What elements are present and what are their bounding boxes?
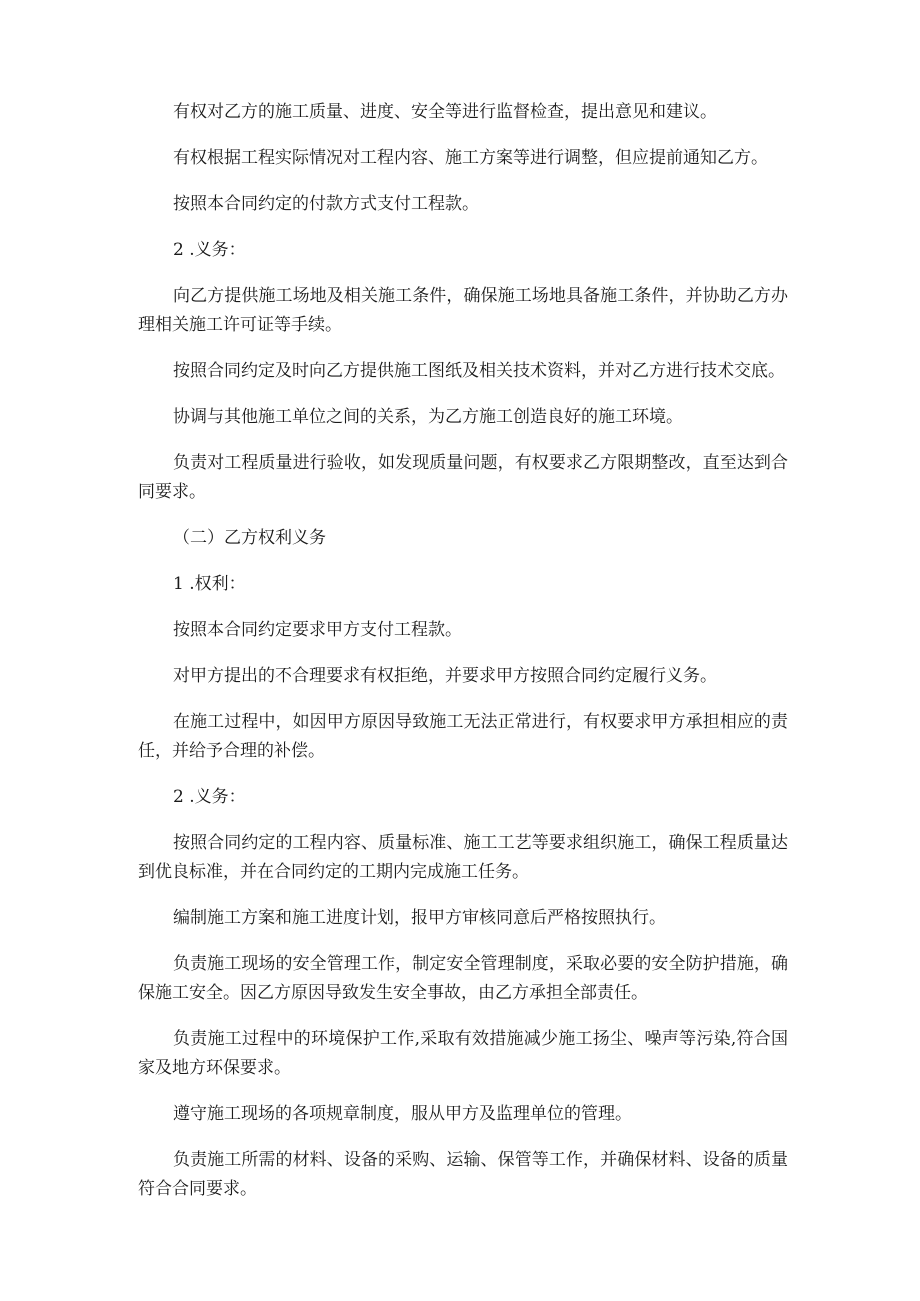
section-title-party-b: （二）乙方权利义务 bbox=[173, 528, 326, 548]
paragraph-party-a-right-payment: 按照本合同约定的付款方式支付工程款。 bbox=[173, 194, 479, 214]
paragraph-party-a-right-adjust: 有权根据工程实际情况对工程内容、施工方案等进行调整，但应提前通知乙方。 bbox=[173, 148, 768, 168]
paragraph-party-a-right-supervise: 有权对乙方的施工质量、进度、安全等进行监督检查，提出意见和建议。 bbox=[173, 102, 717, 122]
paragraph-party-b-right-refuse: 对甲方提出的不合理要求有权拒绝，并要求甲方按照合同约定履行义务。 bbox=[173, 666, 717, 686]
heading-party-a-obligations: 2 .义务： bbox=[173, 240, 246, 260]
paragraph-party-b-obligation-safety: 负责施工现场的安全管理工作，制定安全管理制度，采取必要的安全防护措施，确保施工安全。因乙方原因导致发生安全事故，由乙方承担全部责任。 bbox=[138, 954, 788, 1003]
paragraph-party-a-obligation-drawings: 按照合同约定及时向乙方提供施工图纸及相关技术资料，并对乙方进行技术交底。 bbox=[173, 361, 785, 381]
heading-party-b-rights: 1 .权利： bbox=[173, 574, 246, 594]
paragraph-party-b-right-compensation: 在施工过程中，如因甲方原因导致施工无法正常进行，有权要求甲方承担相应的责任，并给予合理的补偿。 bbox=[138, 712, 788, 761]
paragraph-party-b-right-payment: 按照本合同约定要求甲方支付工程款。 bbox=[173, 620, 462, 640]
paragraph-party-b-obligation-rules: 遵守施工现场的各项规章制度，服从甲方及监理单位的管理。 bbox=[173, 1104, 632, 1124]
paragraph-party-a-obligation-site: 向乙方提供施工场地及相关施工条件，确保施工场地具备施工条件，并协助乙方办理相关施工许可证等手续。 bbox=[138, 286, 788, 335]
paragraph-party-b-obligation-construction: 按照合同约定的工程内容、质量标准、施工工艺等要求组织施工，确保工程质量达到优良标准，并在合同约定的工期内完成施工任务。 bbox=[138, 833, 788, 882]
paragraph-party-a-obligation-acceptance: 负责对工程质量进行验收，如发现质量问题，有权要求乙方限期整改，直至达到合同要求。 bbox=[138, 453, 788, 502]
paragraph-party-b-obligation-plan: 编制施工方案和施工进度计划，报甲方审核同意后严格按照执行。 bbox=[173, 908, 666, 928]
heading-party-b-obligations: 2 .义务： bbox=[173, 787, 246, 807]
paragraph-party-a-obligation-coordinate: 协调与其他施工单位之间的关系，为乙方施工创造良好的施工环境。 bbox=[173, 407, 683, 427]
paragraph-party-b-obligation-materials: 负责施工所需的材料、设备的采购、运输、保管等工作，并确保材料、设备的质量符合合同要求。 bbox=[138, 1150, 788, 1199]
paragraph-party-b-obligation-environment: 负责施工过程中的环境保护工作,采取有效措施减少施工扬尘、噪声等污染,符合国家及地方环保要求。 bbox=[138, 1029, 788, 1078]
document-body bbox=[138, 98, 788, 1221]
